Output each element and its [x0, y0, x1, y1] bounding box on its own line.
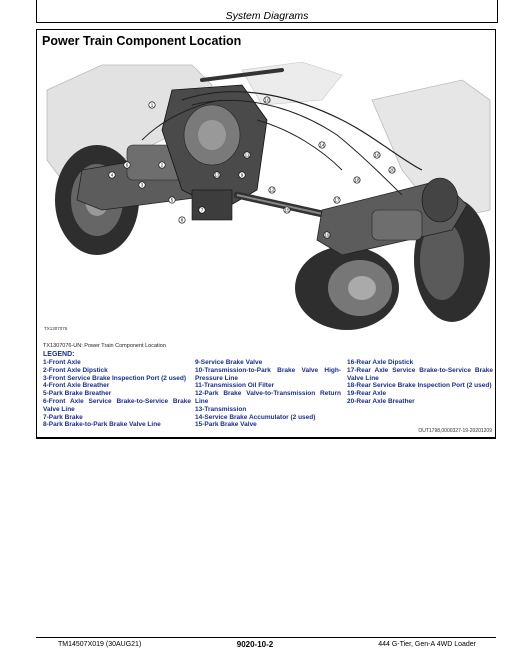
callout-number: 9	[240, 172, 244, 178]
callout-number: 1	[150, 102, 154, 108]
callout-number: 10	[264, 97, 270, 103]
figure-caption: TX1307076-UN: Power Train Component Location	[43, 343, 166, 349]
footer-rule	[36, 637, 496, 638]
callout-number: 17	[334, 197, 340, 203]
legend-item: 11-Transmission Oil Filter	[195, 382, 275, 390]
callout-number: 4	[110, 172, 114, 178]
callout-number: 19	[324, 232, 330, 238]
legend-item: 1-Front Axle	[43, 359, 81, 366]
legend-item: 3-Front Service Brake Inspection Port (2 used)	[43, 374, 187, 382]
legend-column-3	[347, 359, 493, 406]
callout-number: 6	[125, 162, 129, 168]
callout-number: 3	[140, 182, 144, 188]
header-rule-bottom	[36, 22, 498, 23]
legend-item: 9-Service Brake Valve	[195, 359, 263, 366]
legend-item: 14-Service Brake Accumulator (2 used)	[195, 413, 316, 421]
legend-item: 19-Rear Axle	[347, 390, 387, 398]
legend-item: 2-Front Axle Dipstick	[43, 366, 108, 374]
legend-item: 4-Front Axle Breather	[43, 382, 110, 390]
power-train-illustration	[42, 60, 492, 335]
legend-column-2	[195, 359, 341, 429]
legend-item: 18-Rear Service Brake Inspection Port (2 used)	[347, 382, 492, 390]
callout-number: 8	[180, 217, 184, 223]
legend-title: LEGEND:	[43, 351, 75, 358]
callout-number: 20	[389, 167, 395, 173]
legend-item: 6-Front Axle Service Brake-to-Service Brake Valve Line	[43, 397, 191, 413]
legend-column-1	[43, 359, 191, 429]
callout-number: 11	[244, 152, 250, 158]
legend-item: 5-Park Brake Breather	[43, 390, 112, 398]
callout-number: 16	[374, 152, 380, 158]
section-header: System Diagrams	[225, 10, 309, 22]
legend-item: 12-Park Brake Valve-to-Transmission Return Line	[195, 390, 341, 405]
callout-number: 5	[170, 197, 174, 203]
legend-item: 15-Park Brake Valve	[195, 421, 257, 429]
legend-item: 7-Park Brake	[43, 413, 83, 421]
legend-item: 20-Rear Axle Breather	[347, 397, 415, 405]
panel-title: Power Train Component Location	[42, 34, 242, 48]
legend-item: 17-Rear Axle Service Brake-to-Service Brake Valve Line	[347, 366, 493, 382]
figure-id: TX1307076	[44, 326, 68, 331]
legend-item: 10-Transmission-to-Park Brake Valve High-Pressure Line	[195, 366, 341, 382]
power-train-drawing	[42, 60, 492, 335]
callout-number: 18	[354, 177, 360, 183]
callout-number: 2	[160, 162, 164, 168]
callout-number: 7	[200, 207, 204, 213]
callout-number: 13	[214, 172, 220, 178]
legend-item: 13-Transmission	[195, 405, 247, 413]
footer-document-number: TM14507X019 (30AUG21)	[58, 641, 142, 648]
callout-number: 15	[284, 207, 290, 213]
footer-model: 444 G-Tier, Gen-A 4WD Loader	[378, 641, 476, 648]
legend-item: 8-Park Brake-to-Park Brake Valve Line	[43, 421, 161, 429]
reference-code: OUT1798,0000327-19-20201209	[418, 428, 492, 434]
footer-page-number: 9020-10-2	[236, 640, 274, 649]
callout-number: 14	[319, 142, 325, 148]
legend-item: 16-Rear Axle Dipstick	[347, 359, 414, 366]
callout-number: 12	[269, 187, 275, 193]
